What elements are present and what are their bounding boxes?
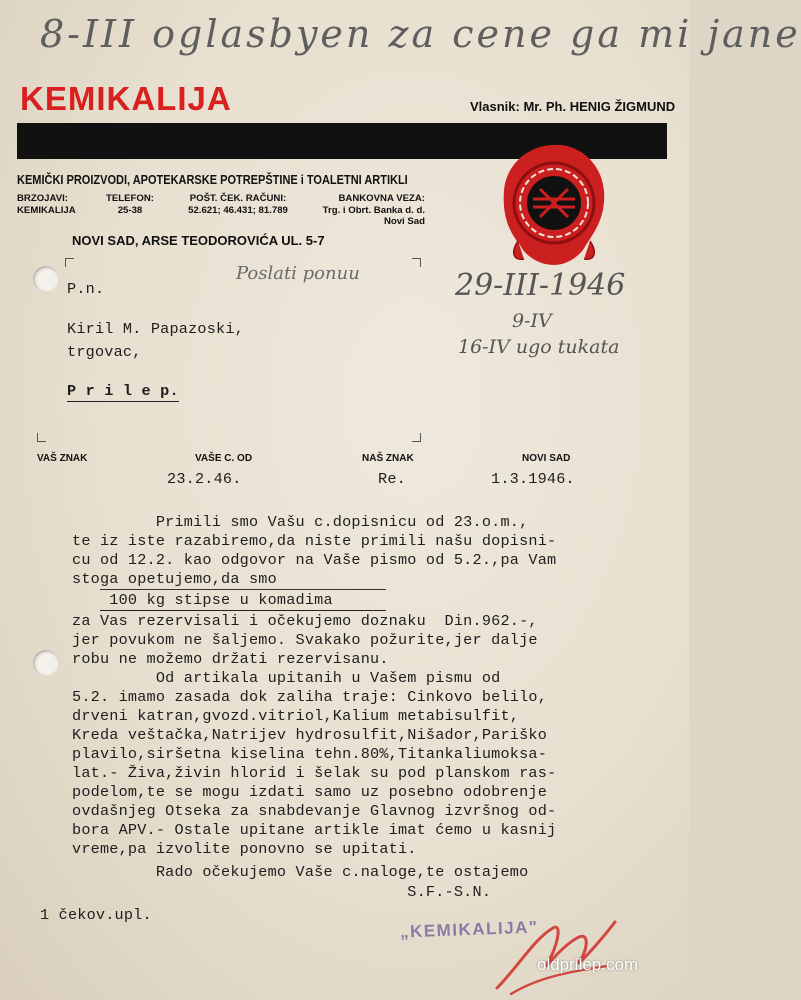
body-line: stoga opetujemo,da smo: [72, 570, 277, 588]
wax-seal-icon: [500, 141, 608, 269]
recipient-city: P r i l e p.: [67, 382, 179, 400]
phone-block: [98, 193, 162, 216]
body-line: drveni katran,gvozd.vitriol,Kalium metabisulfit,: [72, 707, 520, 725]
body-line: robu ne možemo držati rezervisanu.: [72, 650, 389, 668]
owner-line: Vlasnik: Mr. Ph. HENIG ŽIGMUND: [470, 99, 676, 114]
red-signature-icon: [487, 908, 627, 998]
handwritten-date-3: 16-IV ugo tukata: [458, 336, 620, 358]
phone-value: 25-38: [117, 204, 143, 216]
punch-hole-bottom: [33, 650, 59, 676]
phone-label: TELEFON:: [106, 193, 154, 204]
postal-label: POŠT. ČEK. RAČUNI:: [189, 193, 287, 204]
address-window-corner: [65, 258, 74, 267]
address-window-corner: [37, 433, 46, 442]
postal-block: [176, 193, 300, 216]
postal-value: 52.621; 46.431; 81.789: [188, 204, 288, 216]
enclosure-note: 1 čekov.upl.: [40, 906, 152, 924]
body-line: za Vas rezervisali i očekujemo doznaku Din.962.-,: [72, 612, 538, 630]
address-window-corner: [412, 258, 421, 267]
telegram-value: KEMIKALIJA: [17, 204, 76, 216]
body-line: Kreda veštačka,Natrijev hydrosulfit,Nišador,Pariško: [72, 726, 548, 744]
handwritten-top-note: 8-III oglasbyen za cene ga mi jane: [40, 12, 801, 56]
ref-nas-znak-label: NAŠ ZNAK: [362, 453, 414, 464]
body-line: lat.- Živa,živin hlorid i šelak su pod planskom ras-: [72, 764, 557, 782]
body-line: te iz iste razabiremo,da niste primili našu dopisni-: [72, 532, 557, 550]
ref-vas-znak-label: VAŠ ZNAK: [37, 453, 88, 464]
ref-date-value: 1.3.1946.: [491, 470, 575, 488]
body-line: Rado očekujemo Vaše c.naloge,te ostajemo: [72, 863, 529, 881]
handwritten-date-1: 29-III-1946: [455, 268, 626, 303]
company-tagline: KEMIČKI PROIZVODI, APOTEKARSKE POTREPŠTINE i TOALETNI ARTIKLI: [17, 173, 408, 187]
ref-vase-od-value: 23.2.46.: [167, 470, 242, 488]
ref-place-label: NOVI SAD: [522, 453, 571, 464]
body-line: bora APV.- Ostale upitane artikle imat ćemo u kasnij: [72, 821, 557, 839]
company-address: NOVI SAD, ARSE TEODOROVIĆA UL. 5-7: [72, 233, 325, 248]
company-stamp: „KEMIKALIJA": [399, 917, 539, 942]
telegram-label: BRZOJAVI:: [17, 193, 68, 204]
body-line: 5.2. imamo zasada dok zaliha traje: Cinkovo belilo,: [72, 688, 548, 706]
watermark: oldprilep.com: [537, 955, 639, 974]
body-signature-initials: S.F.-S.N.: [72, 883, 492, 901]
body-line: Primili smo Vašu c.dopisnicu od 23.o.m.,: [72, 513, 529, 531]
body-line: ovdašnjeg Otseka za snabdevanje Glavnog izvršnog od-: [72, 802, 557, 820]
bank-block: [303, 193, 425, 228]
recipient-salutation: P.n.: [67, 280, 105, 298]
recipient-name: Kiril M. Papazoski,: [67, 320, 244, 338]
telegram-block: [17, 193, 76, 216]
brand-name: KEMIKALIJA: [20, 80, 232, 117]
body-line: Od artikala upitanih u Vašem pismu od: [72, 669, 501, 687]
body-line: podelom,te se mogu izdati samo uz posebno odobrenje: [72, 783, 548, 801]
handwritten-date-2: 9-IV: [512, 310, 552, 332]
body-line: vreme,pa izvolite ponovno se upitati.: [72, 840, 417, 858]
body-line: cu od 12.2. kao odgovor na Vaše pismo od 5.2.,pa Vam: [72, 551, 557, 569]
address-window-corner: [412, 433, 421, 442]
body-line-highlighted: 100 kg stipse u komadima: [72, 591, 333, 609]
ref-nas-znak-value: Re.: [378, 470, 406, 488]
bank-value-1: Trg. i Obrt. Banka d. d.: [322, 204, 425, 216]
body-line: plavilo,siršetna kiselina tehn.80%,Titankaliumoksa-: [72, 745, 548, 763]
recipient-occupation: trgovac,: [67, 343, 142, 361]
ref-vase-od-label: VAŠE C. OD: [195, 453, 253, 464]
bank-label: BANKOVNA VEZA:: [338, 193, 425, 204]
bank-value-2: Novi Sad: [383, 216, 425, 227]
body-line: jer povukom ne šaljemo. Svakako požurite,jer dalje: [72, 631, 538, 649]
handwritten-scribble: Poslati ponuu: [236, 263, 360, 284]
punch-hole-top: [33, 266, 59, 292]
